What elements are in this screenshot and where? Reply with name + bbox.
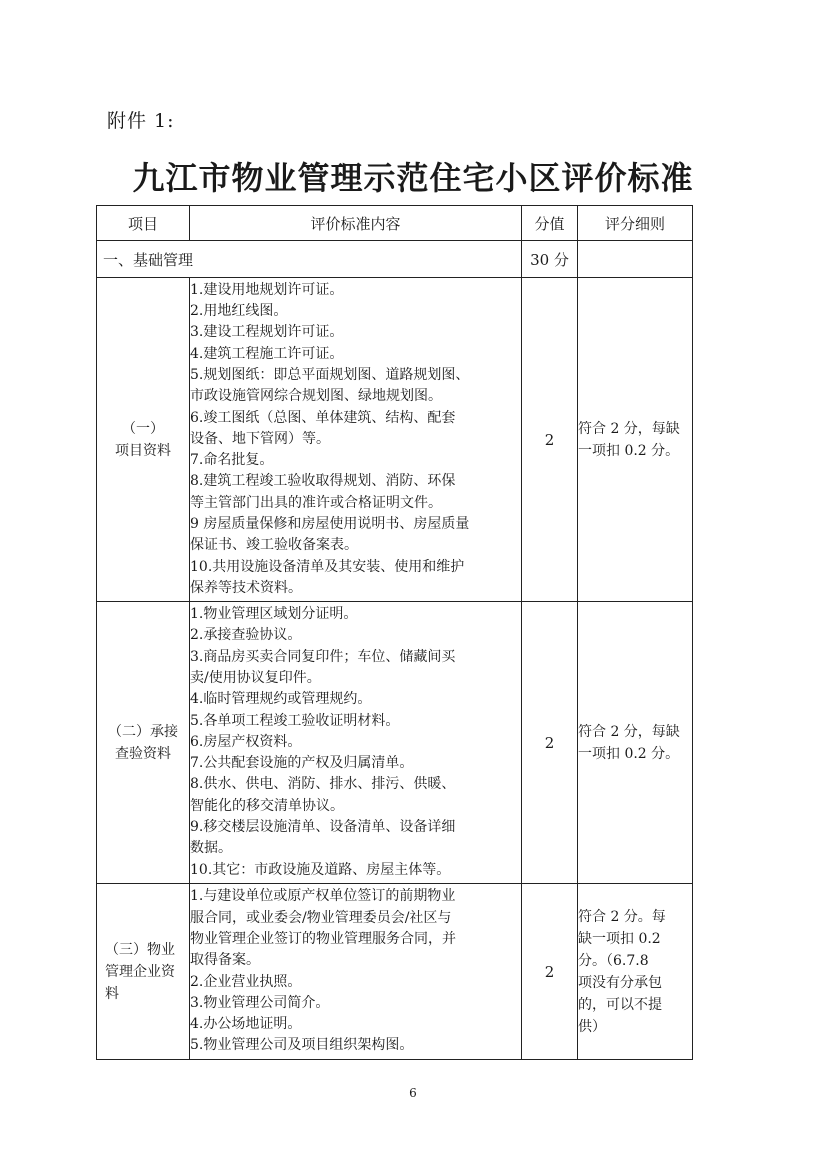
content-line: 8.供水、供电、消防、排水、排污、供暖、 xyxy=(190,776,456,793)
section-detail-empty xyxy=(578,241,693,278)
content-line: 8.建筑工程竣工验收取得规划、消防、环保 xyxy=(190,473,456,490)
section-score: 30 分 xyxy=(522,241,578,278)
content-line: 3.建设工程规划许可证。 xyxy=(190,324,344,341)
content-line: 5.规划图纸：即总平面规划图、道路规划图、 xyxy=(190,366,470,383)
content-line: 4.临时管理规约或管理规约。 xyxy=(190,691,372,708)
row-score: 2 xyxy=(522,278,578,602)
detail-line: 符合 2 分。每 xyxy=(578,908,666,925)
content-line: 物业管理企业签订的物业管理服务合同，并 xyxy=(190,930,456,947)
content-line: 2.用地红线图。 xyxy=(190,303,288,320)
section-name: 一、基础管理 xyxy=(97,241,522,278)
row-score: 2 xyxy=(522,602,578,884)
detail-line: 符合 2 分，每缺 xyxy=(578,420,680,437)
table-row xyxy=(97,602,693,884)
header-score: 分值 xyxy=(522,206,578,241)
row-content xyxy=(190,602,522,884)
row-score: 2 xyxy=(522,884,578,1060)
content-line: 取得备案。 xyxy=(190,952,260,969)
evaluation-table xyxy=(96,205,693,1060)
content-line: 等主管部门出具的准许或合格证明文件。 xyxy=(190,494,442,511)
detail-line: 缺一项扣 0.2 xyxy=(578,930,661,947)
content-line: 4.办公场地证明。 xyxy=(190,1016,302,1033)
row-content xyxy=(190,884,522,1060)
detail-line: 供） xyxy=(578,1018,606,1035)
content-line: 9 房屋质量保修和房屋使用说明书、房屋质量 xyxy=(190,516,470,533)
row-item-line: 管理企业资 xyxy=(105,963,175,980)
content-line: 10.其它：市政设施及道路、房屋主体等。 xyxy=(190,861,451,878)
header-detail: 评分细则 xyxy=(578,206,693,241)
page-number: 6 xyxy=(409,1086,417,1100)
detail-line: 分。（6.7.8 xyxy=(578,952,649,969)
document-title: 九江市物业管理示范住宅小区评价标准 xyxy=(132,159,694,197)
attachment-label: 附件 1: xyxy=(107,110,175,132)
content-line: 4.建筑工程施工许可证。 xyxy=(190,345,344,362)
detail-line: 的，可以不提 xyxy=(578,996,662,1013)
content-line: 5.各单项工程竣工验收证明材料。 xyxy=(190,712,400,729)
row-item-line: （二）承接 xyxy=(108,723,178,740)
content-line: 10.共用设施设备清单及其安装、使用和维护 xyxy=(190,558,465,575)
table-row xyxy=(97,278,693,602)
content-line: 卖/使用协议复印件。 xyxy=(190,669,321,686)
content-line: 3.物业管理公司简介。 xyxy=(190,994,330,1011)
content-line: 7.命名批复。 xyxy=(190,452,274,469)
row-detail xyxy=(578,278,693,602)
row-item-line: （三）物业 xyxy=(105,941,175,958)
content-line: 设备、地下管网）等。 xyxy=(190,430,330,447)
content-line: 2.企业营业执照。 xyxy=(190,973,302,990)
content-line: 智能化的移交清单协议。 xyxy=(190,797,344,814)
detail-line: 项没有分承包 xyxy=(578,974,662,991)
row-item xyxy=(97,278,190,602)
content-line: 1.与建设单位或原产权单位签订的前期物业 xyxy=(190,888,456,905)
table-row xyxy=(97,884,693,1060)
row-item-line: 料 xyxy=(105,985,119,1002)
detail-line: 符合 2 分，每缺 xyxy=(578,723,680,740)
content-line: 数据。 xyxy=(190,840,232,857)
detail-line: 一项扣 0.2 分。 xyxy=(578,745,680,762)
row-detail xyxy=(578,602,693,884)
content-line: 9.移交楼层设施清单、设备清单、设备详细 xyxy=(190,819,456,836)
content-line: 1.物业管理区域划分证明。 xyxy=(190,606,358,623)
row-item-line: 项目资料 xyxy=(115,442,171,459)
content-line: 保养等技术资料。 xyxy=(190,579,302,596)
content-line: 市政设施管网综合规划图、绿地规划图。 xyxy=(190,388,442,405)
row-item xyxy=(97,884,190,1060)
content-line: 7.公共配套设施的产权及归属清单。 xyxy=(190,755,414,772)
content-line: 6.房屋产权资料。 xyxy=(190,733,302,750)
detail-line: 一项扣 0.2 分。 xyxy=(578,442,680,459)
content-line: 1.建设用地规划许可证。 xyxy=(190,281,344,298)
row-detail xyxy=(578,884,693,1060)
content-line: 2.承接查验协议。 xyxy=(190,627,302,644)
row-item-line: 查验资料 xyxy=(115,745,171,762)
row-item-line: （一） xyxy=(122,420,164,437)
section-row xyxy=(97,241,693,278)
header-item: 项目 xyxy=(97,206,190,241)
content-line: 服合同，或业委会/物业管理委员会/社区与 xyxy=(190,909,452,926)
content-line: 保证书、竣工验收备案表。 xyxy=(190,537,358,554)
row-content xyxy=(190,278,522,602)
content-line: 5.物业管理公司及项目组织架构图。 xyxy=(190,1037,414,1054)
content-line: 6.竣工图纸（总图、单体建筑、结构、配套 xyxy=(190,409,456,426)
header-content: 评价标准内容 xyxy=(190,206,522,241)
row-item xyxy=(97,602,190,884)
table-header-row xyxy=(97,206,693,241)
content-line: 3.商品房买卖合同复印件；车位、储藏间买 xyxy=(190,648,456,665)
